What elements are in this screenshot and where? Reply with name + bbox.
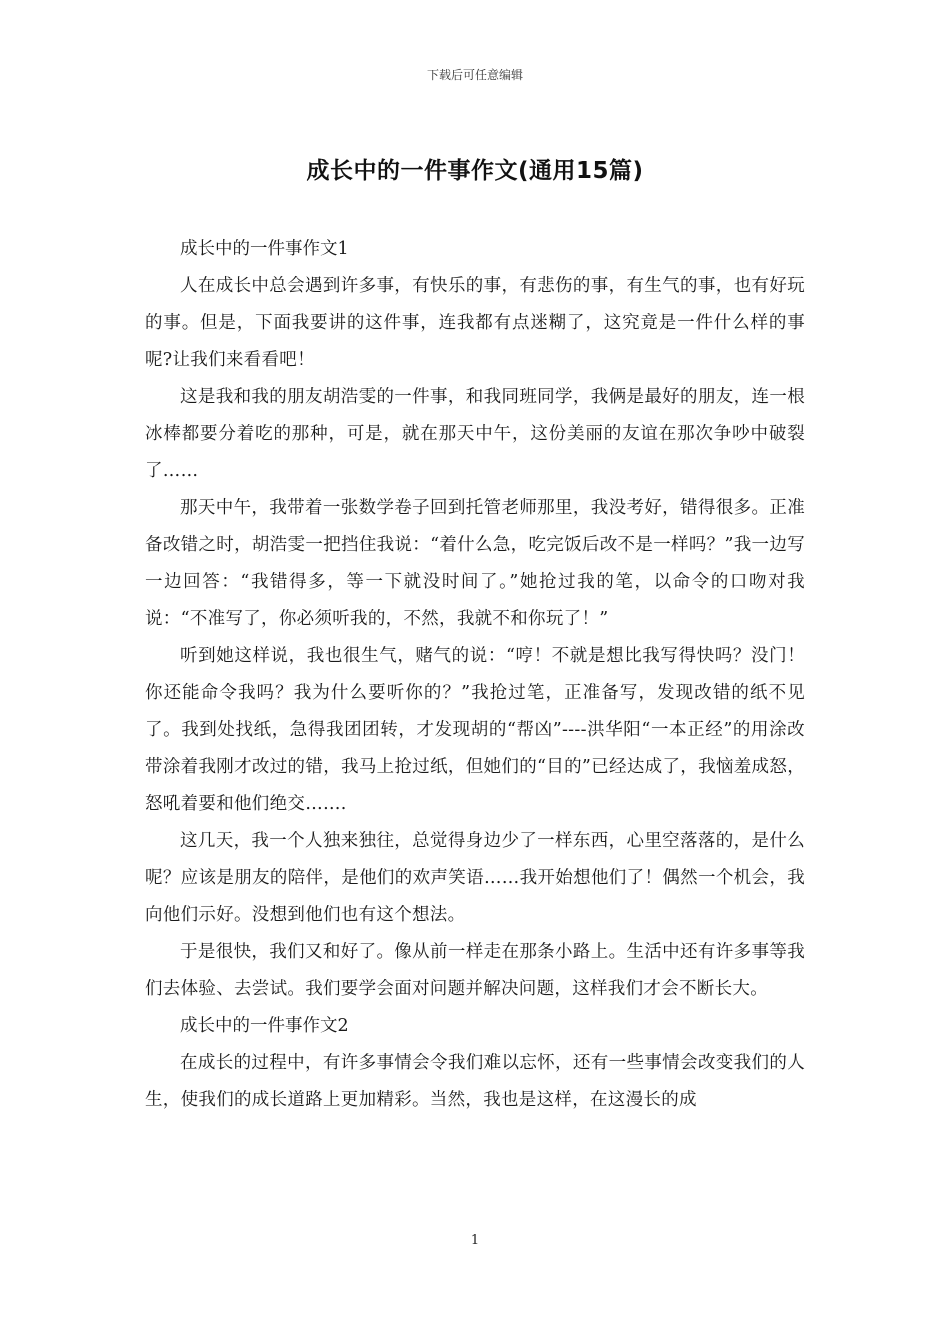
header-note: 下载后可任意编辑 bbox=[426, 68, 523, 82]
page-number: 1 bbox=[470, 1233, 480, 1248]
section-heading-2: 成长中的一件事作文2 bbox=[180, 1016, 349, 1036]
paragraph: 人在成长中总会遇到许多事，有快乐的事，有悲伤的事，有生气的事，也有好玩的事。但是，下面我要讲的这件事，连我都有点迷糊了，这究竟是一件什么样的事呢?让我们来看看吧！ bbox=[145, 276, 805, 370]
document-body bbox=[145, 231, 805, 1119]
paragraph: 这是我和我的朋友胡浩雯的一件事，和我同班同学，我俩是最好的朋友，连一根冰棒都要分着吃的那种，可是，就在那天中午，这份美丽的友谊在那次争吵中破裂了…… bbox=[145, 387, 805, 481]
paragraph: 在成长的过程中，有许多事情会令我们难以忘怀，还有一些事情会改变我们的人生，使我们的成长道路上更加精彩。当然，我也是这样，在这漫长的成 bbox=[145, 1053, 805, 1110]
document-title: 成长中的一件事作文(通用15篇) bbox=[306, 158, 644, 184]
paragraph: 这几天，我一个人独来独往，总觉得身边少了一样东西，心里空落落的，是什么呢？应该是朋友的陪伴，是他们的欢声笑语……我开始想他们了！偶然一个机会，我向他们示好。没想到他们也有这个想法。 bbox=[145, 831, 805, 925]
paragraph: 听到她这样说，我也很生气，赌气的说：“哼！不就是想比我写得快吗？没门！你还能命令我吗？我为什么要听你的？”我抢过笔，正准备写，发现改错的纸不见了。我到处找纸，急得我团团转，才发现胡的“帮凶”----洪华阳“一本正经”的用涂改带涂着我刚才改过的错，我马上抢过纸，但她们的“目的”已经达成了，我恼羞成怒，怒吼着要和他们绝交……. bbox=[145, 646, 805, 814]
paragraph: 于是很快，我们又和好了。像从前一样走在那条小路上。生活中还有许多事等我们去体验、去尝试。我们要学会面对问题并解决问题，这样我们才会不断长大。 bbox=[145, 942, 805, 999]
paragraph: 那天中午，我带着一张数学卷子回到托管老师那里，我没考好，错得很多。正准备改错之时，胡浩雯一把挡住我说：“着什么急，吃完饭后改不是一样吗？”我一边写一边回答：“我错得多，等一下就没时间了。”她抢过我的笔，以命令的口吻对我说：“不准写了，你必须听我的，不然，我就不和你玩了！” bbox=[145, 498, 805, 629]
section-heading-1: 成长中的一件事作文1 bbox=[180, 239, 349, 259]
